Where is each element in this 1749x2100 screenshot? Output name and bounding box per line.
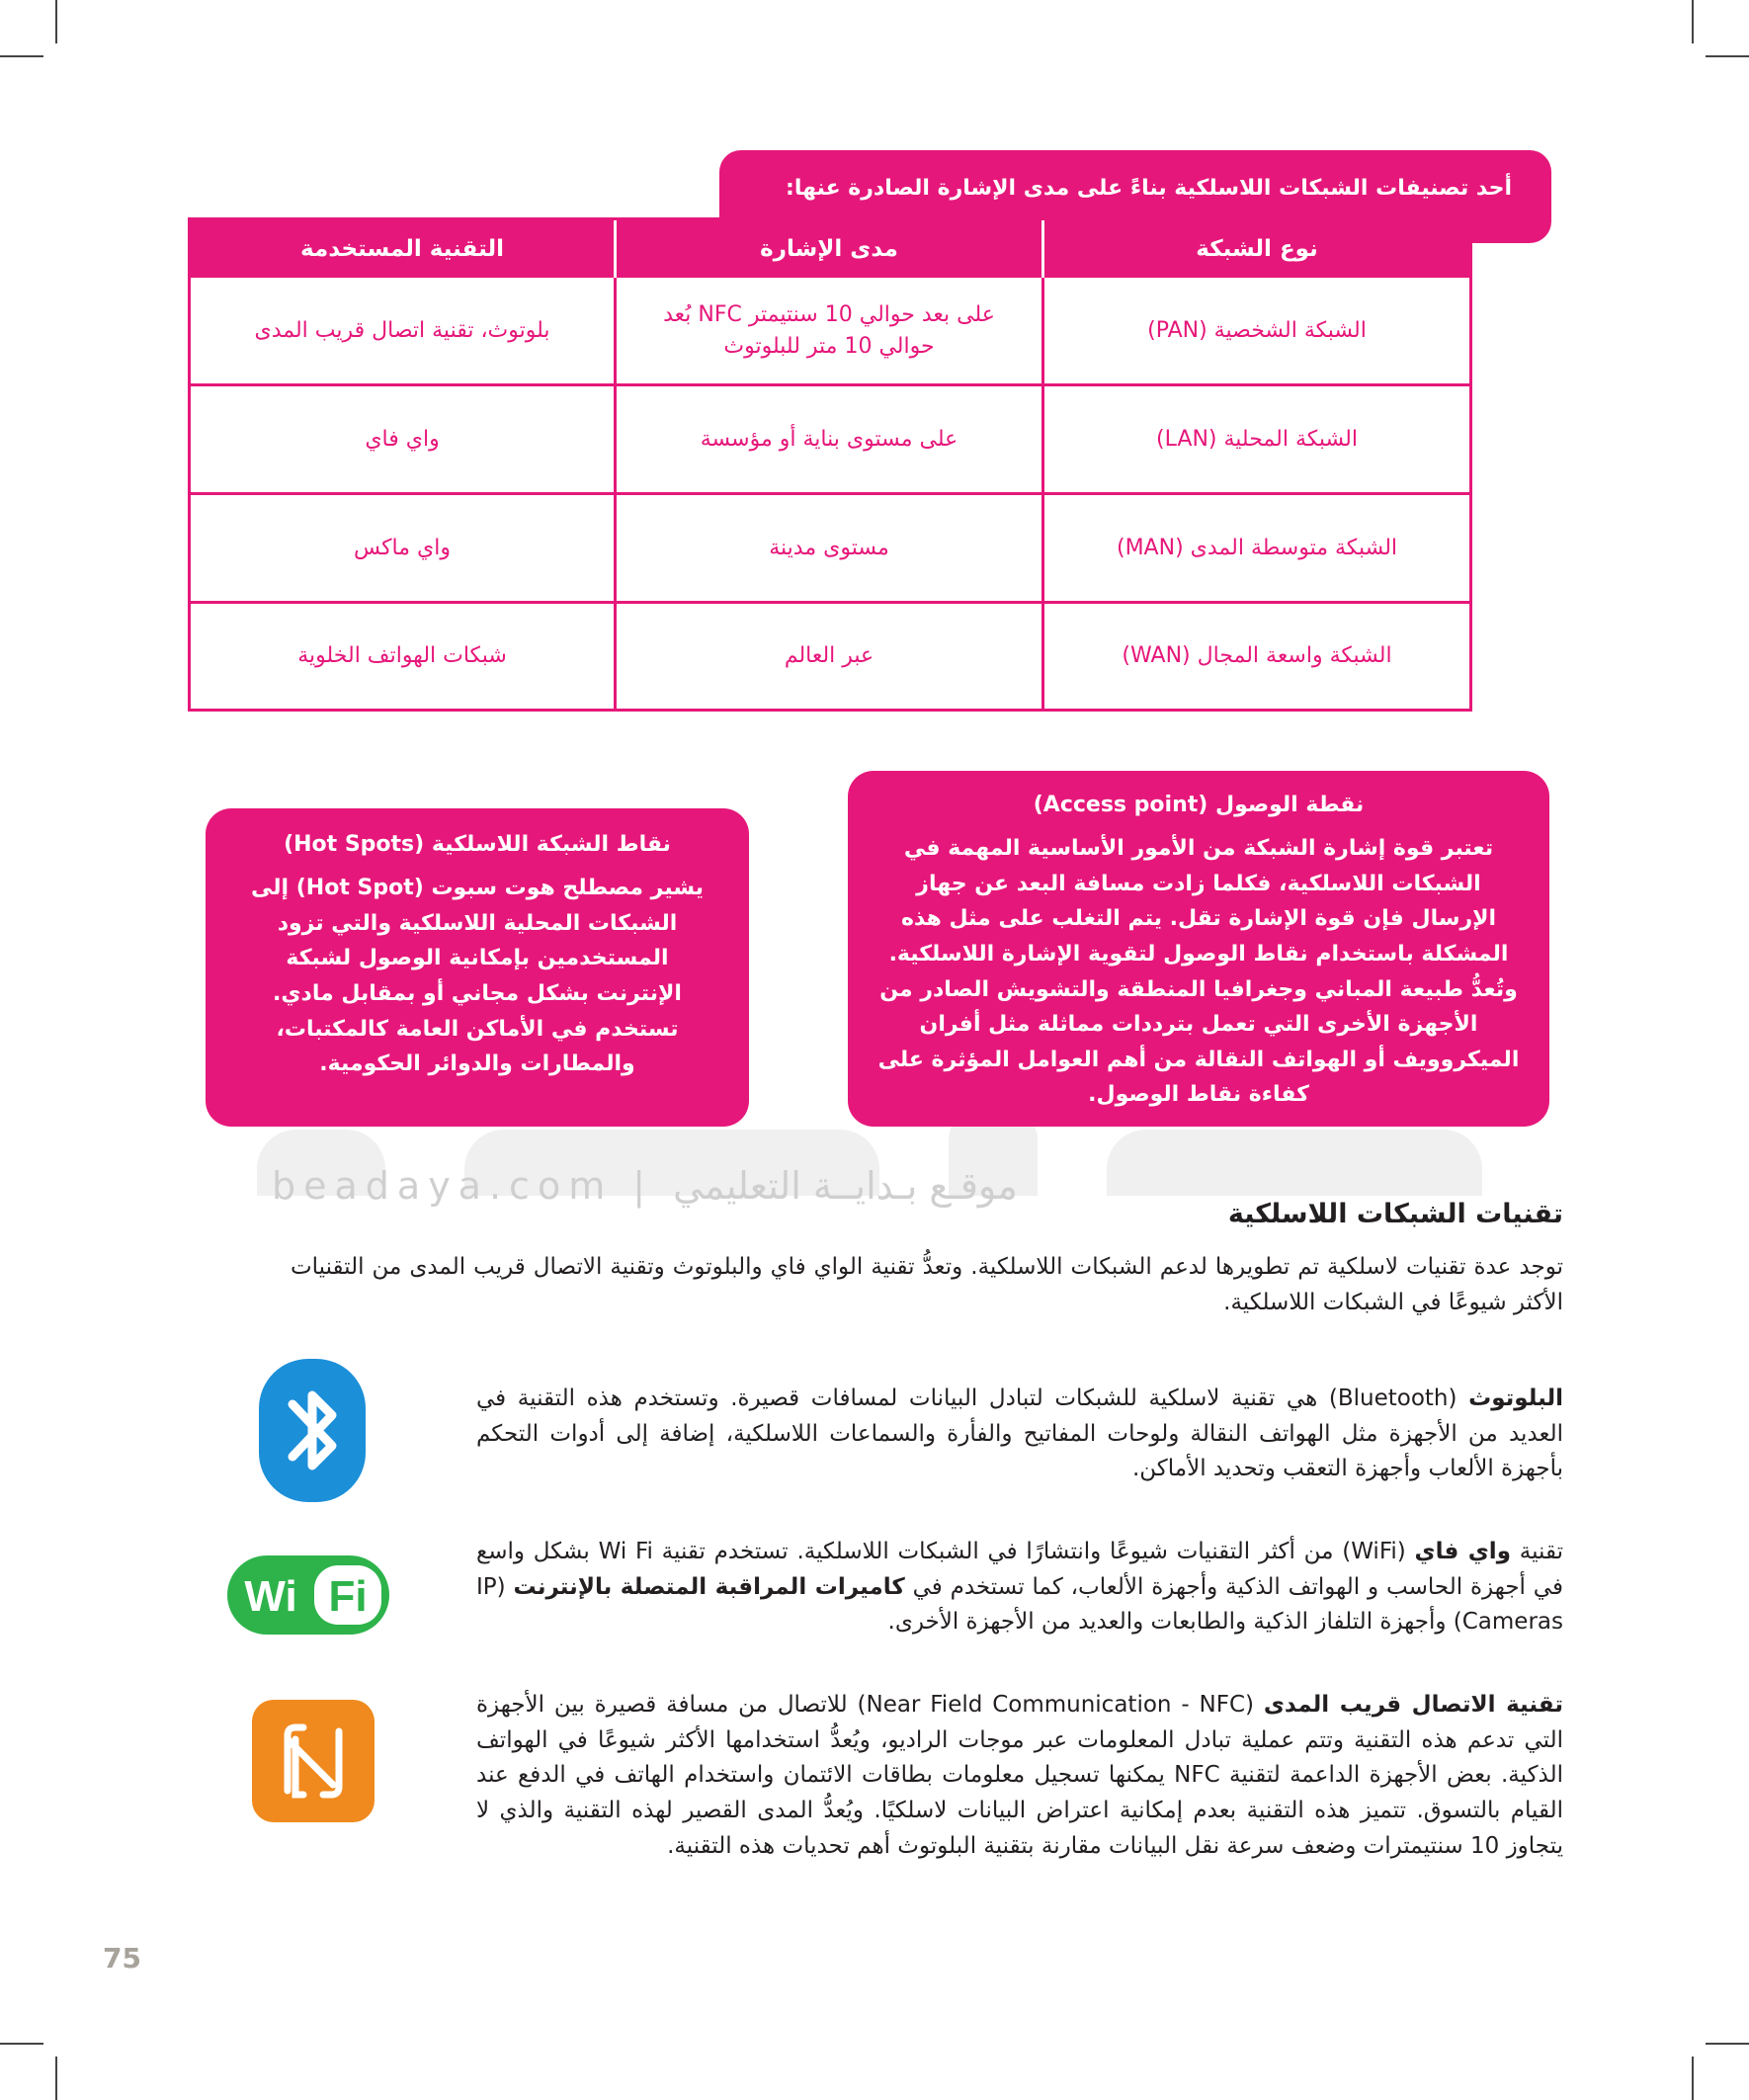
table-cell-range: مستوى مدينة [614,495,1041,604]
nfc-text: (Near Field Communication - NFC) للاتصال من مسافة قصيرة بين الأجهزة التي تدعم هذه التقنية وتتم عملية تبادل المعلومات عبر موجات الراديو، ويُعدُّ استخدامها الأكثر شيوعًا في الهواتف الذكية. بعض الأجهزة الداعمة لتقنية NFC يمكنها تسجيل معلومات بطاقات الائتمان واستخدام الهاتف في الدفع عند القيام بالتسوق. تتميز هذه التقنية بعدم إمكانية اعتراض البيانات لاسلكيًا. ويُعدُّ المدى القصير لهذه التقنية والذي لا يتجاوز 10 سنتيمترات وضعف سرعة نقل البيانات مقارنة بتقنية البلوتوث أهم تحديات هذه التقنية. [476,1692,1563,1859]
bluetooth-icon [259,1359,366,1502]
watermark-text: beadaya.com | موقـع بـدايــة التعليمي [272,1164,1018,1208]
crop-mark [1706,55,1749,57]
bluetooth-term: البلوتوث [1468,1386,1563,1411]
section-intro: توجد عدة تقنيات لاسلكية تم تطويرها لدعم الشبكات اللاسلكية. وتعدُّ تقنية الواي فاي والبلوتوث وتقنية الاتصال قريب المدى من التقنيات الأكثر شيوعًا في الشبكات اللاسلكية. [291,1254,1563,1315]
access-point-box [848,771,1549,1127]
nfc-term: تقنية الاتصال قريب المدى [1263,1692,1563,1718]
table-cell-type: الشبكة واسعة المجال (WAN) [1041,604,1469,709]
table-cell-type: الشبكة الشخصية (PAN) [1041,278,1469,386]
wifi-term: واي فاي [1414,1539,1511,1564]
table-header: التقنية المستخدمة [191,220,614,278]
table-cell-range: عبر العالم [614,604,1041,709]
page-number: 75 [103,1942,141,1974]
wifi-paragraph [476,1535,1563,1640]
crop-mark [0,55,43,57]
bluetooth-paragraph [476,1382,1563,1487]
crop-mark [1706,2043,1749,2045]
wifi-text: (WiFi) من أكثر التقنيات شيوعًا وانتشارًا في الشبكات اللاسلكية. تستخدم تقنية Wi Fi بشكل واسع في أجهزة الحاسب و الهواتف الذكية وأجهزة الألعاب، كما تستخدم في [476,1539,1563,1600]
table-cell-tech: شبكات الهواتف الخلوية [297,643,507,669]
hot-spots-title: نقاط الشبكة اللاسلكية (Hot Spots) [284,832,671,857]
table-cell-tech: واي فاي [191,386,614,495]
section-heading: تقنيات الشبكات اللاسلكية [1227,1199,1563,1229]
nfc-paragraph [476,1688,1563,1864]
hot-spots-box [206,808,749,1127]
access-point-title: نقطة الوصول (Access point) [1033,793,1365,817]
bluetooth-text: (Bluetooth) هي تقنية لاسلكية للشبكات لتبادل البيانات لمسافات قصيرة. وتستخدم هذه التقنية في العديد من الأجهزة مثل الهواتف النقالة ولوحات المفاتيح والفأرة والسماعات اللاسلكية، إضافة إلى أدوات التحكم بأجهزة الألعاب وأجهزة التعقب وتحديد الأماكن. [476,1386,1563,1482]
table-cell-type: الشبكة المحلية (LAN) [1041,386,1469,495]
crop-mark [0,2043,43,2045]
crop-mark [55,0,57,43]
access-point-text: تعتبر قوة إشارة الشبكة من الأمور الأساسية المهمة في الشبكات اللاسلكية، فكلما زادت مسافة البعد عن جهاز الإرسال فإن قوة الإشارة تقل. يتم التغلب على مثل هذه المشكلة باستخدام نقاط الوصول لتقوية الإشارة اللاسلكية. وتُعدُّ طبيعة المباني وجغرافيا المنطقة والتشويش الصادر من الأجهزة الأخرى التي تعمل بترددات مماثلة مثل أفران الميكروويف أو الهواتف النقالة من أهم العوامل المؤثرة على كفاءة نقاط الوصول. [877,836,1520,1108]
table-caption: أحد تصنيفات الشبكات اللاسلكية بناءً على مدى الإشارة الصادرة عنها: [719,150,1551,243]
wifi-logo-left: Wi [244,1572,297,1621]
wifi-text2: (IP Cameras) وأجهزة التلفاز الذكية والطابعات والعديد من الأجهزة الأخرى. [476,1573,1563,1636]
crop-mark [1692,2057,1694,2100]
crop-mark [1692,0,1694,43]
crop-mark [55,2057,57,2100]
wifi-icon [225,1554,391,1637]
table-cell-tech: بلوتوث، تقنية اتصال قريب المدى [191,278,614,386]
table-cell-range: على بعد حوالي 10 سنتيمتر NFC بُعد حوالي 10 متر للبلوتوث [614,278,1041,386]
network-range-table [188,217,1472,712]
table-cell-type: الشبكة متوسطة المدى (MAN) [1041,495,1469,604]
table-header: نوع الشبكة [1041,220,1469,278]
wifi-logo-right: Fi [328,1572,368,1621]
table-header: مدى الإشارة [614,220,1041,278]
wifi-term2: كاميرات المراقبة المتصلة بالإنترنت [513,1573,905,1600]
table-cell-range: على مستوى بناية أو مؤسسة [614,386,1041,495]
wifi-prefix: تقنية [1511,1539,1564,1564]
table-cell-tech: واي ماكس [191,495,614,604]
nfc-icon [252,1700,375,1822]
hot-spots-text: يشير مصطلح هوت سبوت (Hot Spot) إلى الشبكات المحلية اللاسلكية والتي تزود المستخدمين بإمكانية الوصول لشبكة الإنترنت بشكل مجاني أو بمقابل مادي. تستخدم في الأماكن العامة كالمكتبات، والمطارات والدوائر الحكومية. [251,876,704,1077]
